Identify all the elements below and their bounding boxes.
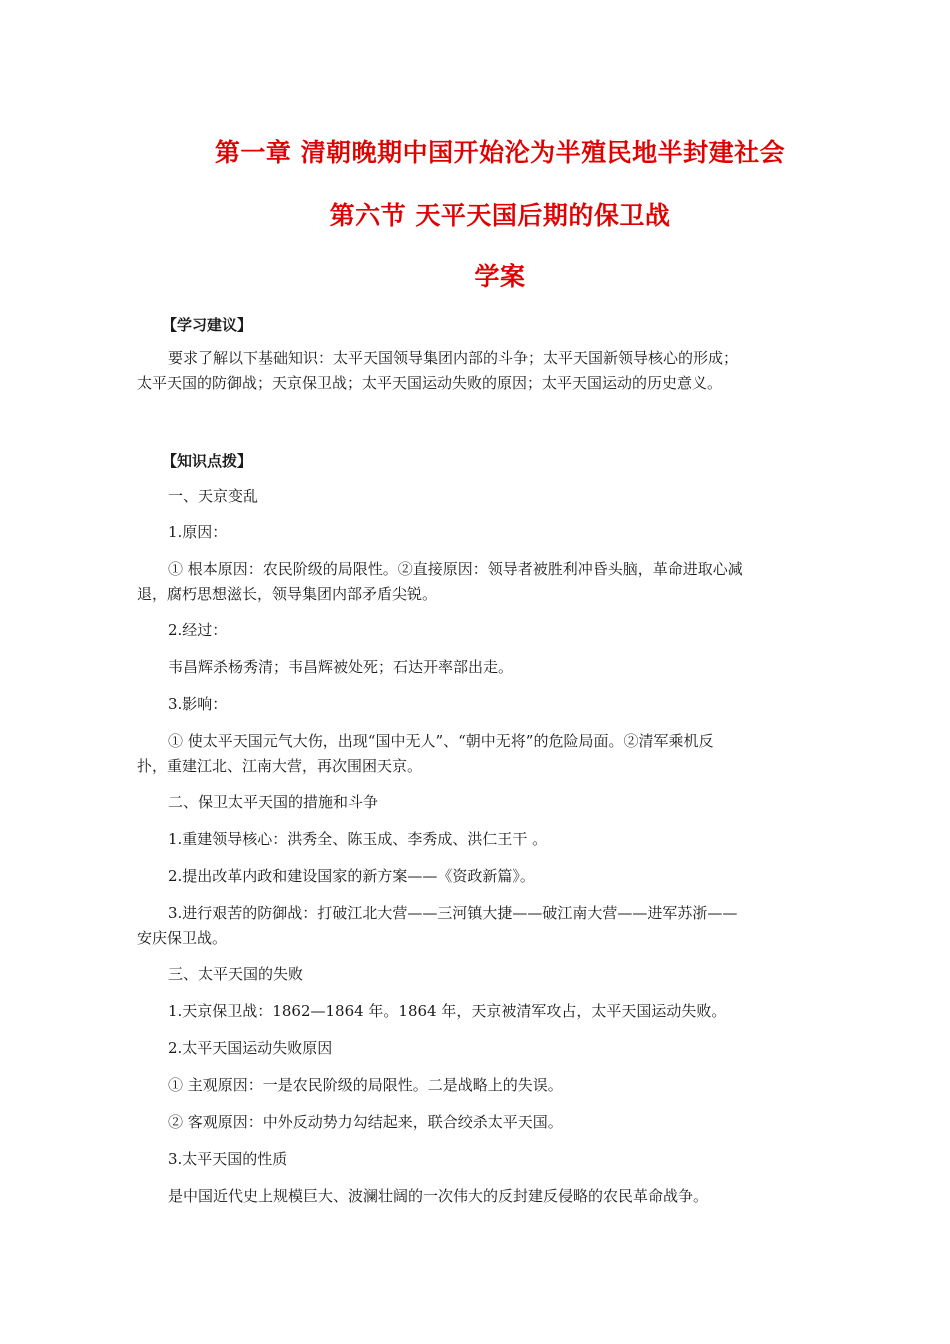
part3-item-3-text: 是中国近代史上规模巨大、波澜壮阔的一次伟大的反封建反侵略的农民革命战争。 <box>168 1187 709 1205</box>
part3-item-2-b: ② 客观原因：中外反动势力勾结起来，联合绞杀太平天国。 <box>168 1113 563 1131</box>
chapter-title: 第一章 清朝晚期中国开始沦为半殖民地半封建社会 <box>214 138 786 167</box>
part2-item-2: 2.提出改革内政和建设国家的新方案——《资政新篇》。 <box>168 867 535 885</box>
part1-impact-line-1: ① 使太平天国元气大伤，出现“国中无人”、“朝中无将”的危险局面。②清军乘机反 <box>168 732 714 750</box>
advice-heading: 【学习建议】 <box>162 316 253 334</box>
part1-process-text: 韦昌辉杀杨秀清；韦昌辉被处死；石达开率部出走。 <box>168 658 514 676</box>
part2-item-3-line-1: 3.进行艰苦的防御战：打破江北大营——三河镇大捷——破江南大营——进军苏浙—— <box>168 904 738 922</box>
part3-item-2: 2.太平天国运动失败原因 <box>168 1039 333 1057</box>
part1-process-label: 2.经过： <box>168 621 228 639</box>
part2-title: 二、保卫太平天国的措施和斗争 <box>168 793 379 811</box>
part2-item-1: 1.重建领导核心：洪秀全、陈玉成、李秀成、洪仁王干 。 <box>168 830 548 848</box>
part3-item-1: 1.天京保卫战：1862—1864 年。1864 年，天京被清军攻占，太平天国运动失败。 <box>168 1002 727 1020</box>
part1-cause-line-2: 退，腐朽思想滋长，领导集团内部矛盾尖锐。 <box>137 585 438 603</box>
advice-line-2: 太平天国的防御战；天京保卫战；太平天国运动失败的原因；太平天国运动的历史意义。 <box>137 374 723 392</box>
part1-impact-line-2: 扑，重建江北、江南大营，再次围困天京。 <box>137 757 423 775</box>
part3-item-2-a: ① 主观原因：一是农民阶级的局限性。二是战略上的失误。 <box>168 1076 563 1094</box>
part2-item-3-line-2: 安庆保卫战。 <box>137 929 228 947</box>
advice-line-1: 要求了解以下基础知识：太平天国领导集团内部的斗争；太平天国新领导核心的形成； <box>168 349 739 367</box>
part3-item-3: 3.太平天国的性质 <box>168 1150 288 1168</box>
knowledge-heading: 【知识点拨】 <box>162 452 253 470</box>
part1-impact-label: 3.影响： <box>168 695 228 713</box>
section-title: 第六节 天平天国后期的保卫战 <box>329 201 671 230</box>
part1-cause-label: 1.原因： <box>168 523 228 541</box>
part1-title: 一、天京变乱 <box>168 487 259 505</box>
part3-title: 三、太平天国的失败 <box>168 965 304 983</box>
document-kind-title: 学案 <box>474 262 526 291</box>
part1-cause-line-1: ① 根本原因：农民阶级的局限性。②直接原因：领导者被胜利冲昏头脑，革命进取心减 <box>168 560 743 578</box>
